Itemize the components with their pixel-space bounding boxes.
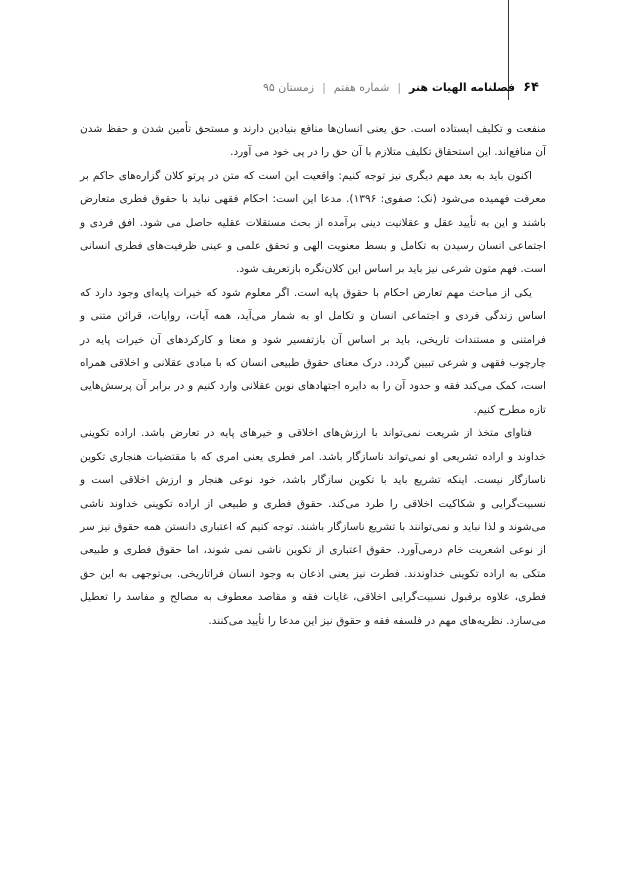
issue-number: شماره هفتم xyxy=(333,80,390,94)
paragraph: یکی از مباحث مهم تعارض احکام با حقوق پایه است. اگر معلوم شود که خیرات پایه‌ای وجود دارد که اساس زندگی فردی و اجتماعی انسان و تکامل او به شمار می‌آید، همه آیات، روایات، قرائن متنی و فرامتنی و مستندات تاریخی، باید بر اساس آن بازتفسیر شود و معنا و کارکردهای آن خیرات پایه در چارچوب فقهی و شرعی تبیین گردد. درک معنای حقوق طبیعی انسان که با مبادی عقلانی و اخلاقی همراه است، کمک می‌کند فقه و حدود آن را به دایره اجتهادهای نوین عقلانی وارد کنیم و در برابر آن پرسش‌هایی تازه مطرح کنیم. xyxy=(80,286,546,416)
journal-title: فصلنامه الهیات هنر xyxy=(409,80,516,94)
running-header xyxy=(263,76,539,98)
body-text xyxy=(80,118,546,633)
page-number: ۶۴ xyxy=(523,79,539,95)
paragraph: فتاوای متخذ از شریعت نمی‌تواند با ارزش‌های اخلاقی و خیرهای پایه در تعارض باشد. اراده تکوینی خداوند و اراده تشریعی او نمی‌تواند ناسازگار باشد. امر فطری یعنی امری که با مقتضیات هنجاری تکوین ناسازگار نیست. اینکه تشریع باید با تکوین سازگار باشد، خود نوعی هنجار و ارزش اخلاقی است و نسبیت‌گرایی و شکاکیت اخلاقی را طرد می‌کند. حقوق فطری و طبیعی از اراده تکوینی خداوند ناشی می‌شوند و لذا نباید و نمی‌توانند با تشریع ناسازگار باشند. توجه کنیم که اعتباری دانستن همه حقوق نیز سر از نوعی اشعریت خام درمی‌آورد. حقوق اعتباری از تکوین ناشی نمی شوند، اما حقوق فطری و طبیعی متکی به اراده تکوینی خداوندند. فطرت نیز یعنی اذعان به وجود انسان فراتاریخی. بی‌توجهی به این حق فطری، علاوه برقبول نسبیت‌گرایی اخلاقی، غایات فقه و مقاصد معطوف به مصالح و مفاسد را تعطیل می‌سازد. نظریه‌های مهم در فلسفه فقه و حقوق نیز این مدعا را تأیید می‌کنند. xyxy=(80,427,546,627)
paragraph: منفعت و تکلیف ایستاده است. حق یعنی انسان‌ها منافع بنیادین دارند و مستحق تأمین شدن و حفظ شدن آن منافع‌اند. این استحقاق تکلیف متلازم با آن حق را در پی خود می آورد. xyxy=(80,123,546,159)
header-separator: | xyxy=(322,80,326,94)
paragraph: اکنون باید به بعد مهم دیگری نیز توجه کنیم: واقعیت این است که متن در پرتو کلان گزاره‌های حاکم بر معرفت فهمیده می‌شود (نک: صفوی: ۱۳۹۶). مدعا این است: احکام فقهی نباید با حقوق فطری متعارض باشند و این به تأیید عقل و عقلانیت دینی برآمده از بحث مستقلات عقلیه حاصل می شود. افق فردی و اجتماعی انسان رسیدن به تکامل و بسط معنویت الهی و تحقق علمی و عینی ظرفیت‌های فطری انسانی است. فهم متون شرعی نیز باید بر اساس این کلان‌نگره بازتعریف شود. xyxy=(80,169,546,276)
header-separator: | xyxy=(397,80,402,94)
issue-season: زمستان ۹۵ xyxy=(262,80,315,94)
